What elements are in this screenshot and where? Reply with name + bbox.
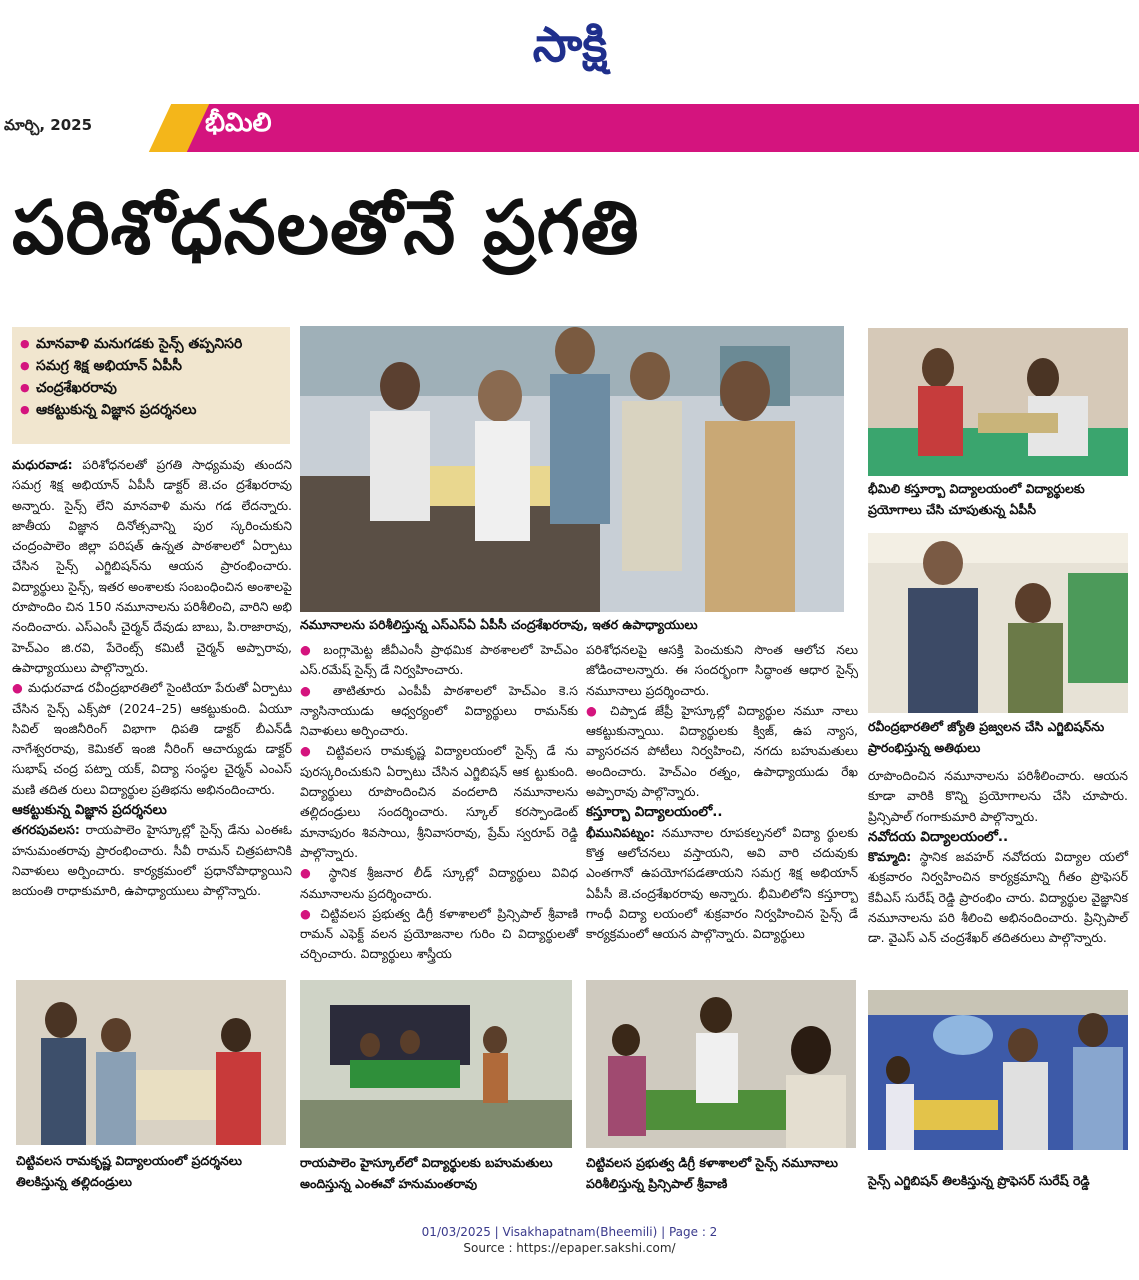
- photo-bottom-4-image: [868, 990, 1128, 1150]
- deck-item: ● ఆకట్టుకున్న విజ్ఞాన ప్రదర్శనలు: [20, 399, 282, 421]
- deck-box: [12, 327, 290, 444]
- edition-date: మార్చి, 2025: [4, 116, 93, 134]
- footer-source: Source : https://epaper.sakshi.com/: [463, 1241, 676, 1255]
- paragraph: ● చిప్పాడ జేప్రీ హైస్కూల్లో విద్యార్థుల నమూ నాలు ఆకట్టుకున్నాయి. విద్యార్థులకు క్విజ్, ఉప న్యాస, వ్యాసరచన పోటీలు నిర్వహించి, నగదు బహుమతులు అందించారు. హెచ్ఎం రత్నం, ఉపాధ్యాయుడు రేఖ అప్పారావు పాల్గొన్నారు.: [586, 702, 858, 800]
- paragraph: ● తాటితూరు ఎంపీపీ పాఠశాలలో హెచ్ఎం కె.స న్యాసినాయుడు ఆధ్వర్యంలో విద్యార్థులు రామన్‌కు నివాళులు అర్పించారు.: [300, 682, 578, 739]
- photo-right-1: [868, 328, 1128, 476]
- paragraph: పరిశోధనలపై ఆసక్తి పెంచుకుని సొంత ఆలోచ నలు జోడించాలన్నారు. ఈ సందర్భంగా సిద్ధాంత ఆధార సైన్స్ నమూనాలు ప్రదర్శించారు.: [586, 642, 858, 698]
- paragraph: ● బంగ్లామెట్ట జీవీఎంసీ ప్రాథమిక పాఠశాలలో హెచ్ఎం ఎస్.రమేష్ సైన్స్ డే నిర్వహించారు.: [300, 642, 578, 678]
- paragraph: ● మధురవాడ రవీంద్రభారతిలో సైంటియా పేరుతో ఏర్పాటు చేసిన సైన్స్ ఎక్స్‌పో (2024–25) ఆకట్టుకుంది. ఏయూ సివిల్ ఇంజినీరింగ్ విభాగా ధిపతి డాక్టర్ బీఎన్‌డీ నాగేశ్వరరావు, కెమికల్ ఇంజి నీరింగ్ ఆచార్యుడు డాక్టర్ సుభాష్ చంద్ర పట్నా యక్, విద్యా సంస్థల చైర్మన్ ఎంఎస్ మణి తదిత రులు విద్యార్థుల ప్రతిభను అభినందించారు.: [12, 680, 292, 797]
- masthead: [0, 0, 1139, 100]
- paragraph: ● చిట్టివలస రామకృష్ణ విద్యాలయంలో సైన్స్ డే ను పురస్కరించుకుని ఏర్పాటు చేసిన ఎగ్జిబిషన్ ఆక ట్టుకుంది. విద్యార్థులు రూపొందించిన వందలాది నమూనాలను తల్లిదండ్రులు సందర్శించారు. స్కూల్ కరస్పాండెంట్ మానాపురం శివసాయి, శ్రీనివాసరావు, ప్రేమ్ స్వరూప్ రెడ్డి పాల్గొన్నారు.: [300, 743, 578, 860]
- photo-right-2-image: [868, 533, 1128, 713]
- footer-edition: 01/03/2025 | Visakhapatnam(Bheemili) | Page : 2: [421, 1225, 718, 1239]
- main-photo: [300, 326, 844, 612]
- paragraph: రూపొందించిన నమూనాలను పరిశీలించారు. ఆయన కూడా వారికి కొన్ని ప్రయోగాలను చేసి చూపారు. ప్రిన్సిపాల్ గంగాకుమారి పాల్గొన్నారు.: [868, 768, 1128, 824]
- photo-right-1-image: [868, 328, 1128, 476]
- photo-right-2-caption: రవీంద్రభారతిలో జ్యోతి ప్రజ్వలన చేసి ఎగ్జిబిషన్‌ను ప్రారంభిస్తున్న అతిథులు: [868, 719, 1105, 755]
- photo-bottom-3-caption: చిట్టివలస ప్రభుత్వ డిగ్రీ కళాశాలలో సైన్స్ నమూనాలు పరిశీలిస్తున్న ప్రిన్సిపాల్ శ్రీవాణి: [586, 1155, 838, 1191]
- photo-bottom-2-image: [300, 980, 572, 1148]
- paragraph: తగరపువలస: రాయపాలెం హైస్కూల్లో సైన్స్ డేను ఎంఈఓ హనుమంతరావు ప్రారంభించారు. సీవీ రామన్ చిత్రపటానికి నివాళులు అర్పించారు. కార్యక్రమంలో ప్రధానోపాధ్యాయిని జయంతి రాధాకుమారి, ఉపాధ్యాయులు పాల్గొన్నారు.: [12, 822, 292, 899]
- article-column-3: [586, 640, 858, 944]
- photo-right-1-caption: భీమిలి కస్తూర్బా విద్యాలయంలో విద్యార్థులకు ప్రయోగాలు చేసి చూపుతున్న ఏపీసీ: [868, 481, 1085, 517]
- paragraph: ● చిట్టివలస ప్రభుత్వ డిగ్రీ కళాశాలలో ప్రిన్సిపాల్ శ్రీవాణి రామన్ ఎఫెక్ట్ వలన ప్రయోజనాల గురిం చి విద్యార్థులతో చర్చించారు. విద్యార్థులు శాస్త్రీయ: [300, 905, 578, 962]
- paragraph: కొమ్మాది: స్థానిక జవహర్ నవోదయ విద్యాల యలో శుక్రవారం నిర్వహించిన కార్యక్రమాన్ని గీతం ప్రొఫెసర్ కేవీఎస్ సురేష్ రెడ్డి ప్రారంభిం చారు. విద్యార్థుల వైజ్ఞానిక నమూనాలను పరి శీలించి అభినందించారు. ప్రిన్సిపాల్ డా. వైఎస్ ఎన్ చంద్రశేఖర్ తదితరులు పాల్గొన్నారు.: [868, 849, 1128, 946]
- article-column-4: [868, 766, 1128, 949]
- main-photo-image: [300, 326, 844, 612]
- deck-item: ● చంద్రశేఖరరావు: [20, 377, 282, 399]
- paragraph: ● స్థానిక శ్రీజనార లీడ్ స్కూల్లో విద్యార్థులు వివిధ నమూనాలను ప్రదర్శించారు.: [300, 865, 578, 901]
- photo-bottom-1-image: [16, 980, 286, 1145]
- photo-bottom-1: [16, 980, 286, 1145]
- deck-item: ● సమగ్ర శిక్ష అభియాన్ ఏపీసీ: [20, 355, 282, 377]
- deck-item: ● మానవాళి మనుగడకు సైన్స్ తప్పనిసరి: [20, 333, 282, 355]
- article-column-2: [300, 640, 578, 965]
- photo-bottom-2: [300, 980, 572, 1148]
- subhead: నవోదయ విద్యాలయంలో..: [868, 828, 1009, 845]
- photo-bottom-4-caption: సైన్స్ ఎగ్జిబిషన్ తిలకిస్తున్న ప్రొఫెసర్ సురేష్ రెడ్డి: [868, 1173, 1090, 1188]
- section-name: భీమిలి: [205, 108, 272, 138]
- photo-right-2: [868, 533, 1128, 713]
- subhead: కస్తూర్బా విద్యాలయంలో..: [586, 804, 723, 821]
- footer: [0, 1224, 1139, 1256]
- article-column-1: [12, 455, 292, 902]
- paragraph: భీమునిపట్నం: నమూనాల రూపకల్పనలో విద్యా ర్థులకు కొత్త ఆలోచనలు వస్తాయని, అవి వారి చదువుకు ఎంతగానో ఉపయోగపడతాయని సమగ్ర శిక్ష అభియాన్ ఏపీసీ జె.చంద్రశేఖరరావు అన్నారు. భీమిలిలోని కస్తూర్బా గాంధీ విద్యా లయంలో శుక్రవారం నిర్వహించిన సైన్స్ డే కార్యక్రమంలో ఆయన పాల్గొన్నారు. విద్యార్థులు: [586, 824, 858, 942]
- photo-bottom-2-caption: రాయపాలెం హైస్కూల్‌లో విద్యార్థులకు బహుమతులు అందిస్తున్న ఎంఈవో హనుమంతరావు: [300, 1155, 553, 1191]
- lead-paragraph: మధురవాడ: పరిశోధనలతో ప్రగతి సాధ్యమవు తుందని సమగ్ర శిక్ష అభియాన్ ఏపీసీ డాక్టర్ జె.చం ద్రశేఖరరావు అన్నారు. సైన్స్ లేని మానవాళి మను గడ లేదన్నారు. జాతీయ విజ్ఞాన దినోత్సవాన్ని పుర స్కరించుకుని చంద్రంపాలెం జిల్లా పరిషత్ ఉన్నత పాఠశాలలో ఏర్పాటు చేసిన సైన్స్ ఎగ్జిబిషన్‌ను ఆయన ప్రారంభించారు. విద్యార్థులు సైన్స్, ఇతర అంశాలకు సంబంధించిన అంశాలపై రూపొందిం చిన 150 నమూనాలను పరిశీలించి, వారిని అభి నందించారు. ఎస్ఎంసీ చైర్మన్ దేవుడు బాబు, పి.రాజారావు, హెచ్ఎం జి.రవి, పేరెంట్స్ కమిటీ చైర్మన్ అప్పారావు, ఉపాధ్యాయులు పాల్గొన్నారు.: [12, 457, 292, 675]
- subhead: ఆకట్టుకున్న విజ్ఞాన ప్రదర్శనలు: [12, 802, 167, 819]
- photo-bottom-3-image: [586, 980, 856, 1148]
- sakshi-logo: సాక్షి: [532, 17, 608, 73]
- photo-bottom-4: [868, 990, 1128, 1150]
- main-photo-caption: నమూనాలను పరిశీలిస్తున్న ఎస్ఎస్ఏ ఏపీసీ చంద్రశేఖరరావు, ఇతర ఉపాధ్యాయులు: [300, 617, 698, 632]
- photo-bottom-1-caption: చిట్టివలస రామకృష్ణ విద్యాలయంలో ప్రదర్శనలు తిలకిస్తున్న తల్లిదండ్రులు: [16, 1153, 242, 1189]
- headline: పరిశోధనలతోనే ప్రగతి: [12, 185, 640, 271]
- photo-bottom-3: [586, 980, 856, 1148]
